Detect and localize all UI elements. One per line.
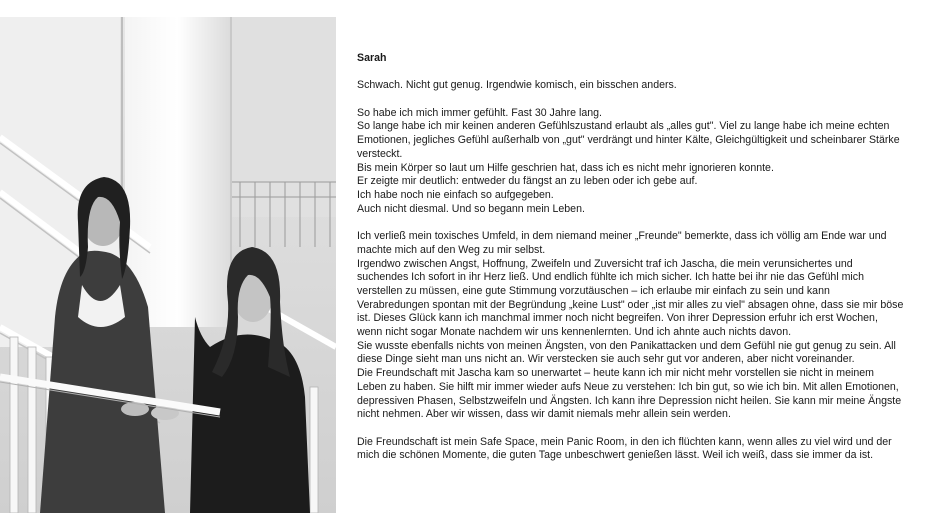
text-line: Ich habe noch nie einfach so aufgegeben. [357,189,554,201]
text-line: So habe ich mich immer gefühlt. Fast 30 Jahre lang. [357,106,602,119]
paragraph-2 [357,107,905,217]
article-text [357,52,905,463]
text-line: So lange habe ich mir keinen anderen Gefühlszustand erlaubt als „alles gut". Viel zu lange habe ich meine echten Emotionen, jegliches Gefühl außerhalb von „gut" verdrängt und hinter Kälte, Gleichgültigkeit und scheinbarer Stärke versteckt. [357,120,900,160]
paragraph-1 [357,79,905,93]
article-heading: Sarah [357,52,387,64]
text-line: Ich verließ mein toxisches Umfeld, in dem niemand meiner „Freunde" bemerkte, dass ich völlig am Ende war und machte mich auf den Weg zu mir selbst. [357,230,887,256]
text-line: Er zeigte mir deutlich: entweder du fängst an zu leben oder ich gebe auf. [357,175,698,188]
text-line: Die Freundschaft mit Jascha kam so unerwartet – heute kann ich mir nicht mehr vorstellen sie nicht in meinem Leben zu haben. Sie hilft mir immer wieder aufs Neue zu verstehen: Ich bin gut, so wie ich bin. Mit allen Emotionen, depressiven Phasen, Selbstzweifeln und Ängsten. Ich kann ihre Depression nicht heilen. Sie kann mir meine Ängste nicht nehmen. Aber wir wissen, dass wir damit niemals mehr allein sein werden. [357,367,902,421]
text-line: Bis mein Körper so laut um Hilfe geschrien hat, dass ich es nicht mehr ignorieren konnte. [357,161,774,174]
text-line: Irgendwo zwischen Angst, Hoffnung, Zweifeln und Zuversicht traf ich Jascha, die mein verunsichertes und suchendes Ich sofort in ihr Herz ließ. Und endlich fühlte ich mich sicher. Ich hatte bei ihr nie das Gefühl mich verstellen zu müssen, eine gute Stimmung vorzutäuschen – ich erlaube mir einfach zu sein und kann Verabredungen spontan mit der Begründung „keine Lust" oder „ist mir alles zu viel" absagen ohne, dass sie mir böse ist. Dieses Glück kann ich manchmal immer noch nicht begreifen. Von ihrer Depression erfuhr ich erst Wochen, wenn nicht sogar Monate nachdem wir uns kennenlernten. Und ich ahnte auch nichts davon. [357,257,904,339]
text-line: Schwach. Nicht gut genug. Irgendwie komisch, ein bisschen anders. [357,79,677,92]
portrait-photo [0,17,336,513]
photo-illustration [0,17,336,513]
paragraph-3 [357,230,905,422]
text-line: Sie wusste ebenfalls nichts von meinen Ängsten, von den Panikattacken und dem Gefühl nie gut genug zu sein. All diese Dinge sieht man uns nicht an. Wir verstecken sie auch sehr gut vor anderen, aber nicht voreinander. [357,339,896,366]
paragraph-4 [357,436,905,463]
text-line: Die Freundschaft ist mein Safe Space, mein Panic Room, in den ich flüchten kann, wenn alles zu viel wird und der mich die schönen Momente, die guten Tage unbeschwert genießen lässt. Weil ich weiß, dass sie immer da ist. [357,435,892,462]
text-line: Auch nicht diesmal. Und so begann mein Leben. [357,202,585,215]
